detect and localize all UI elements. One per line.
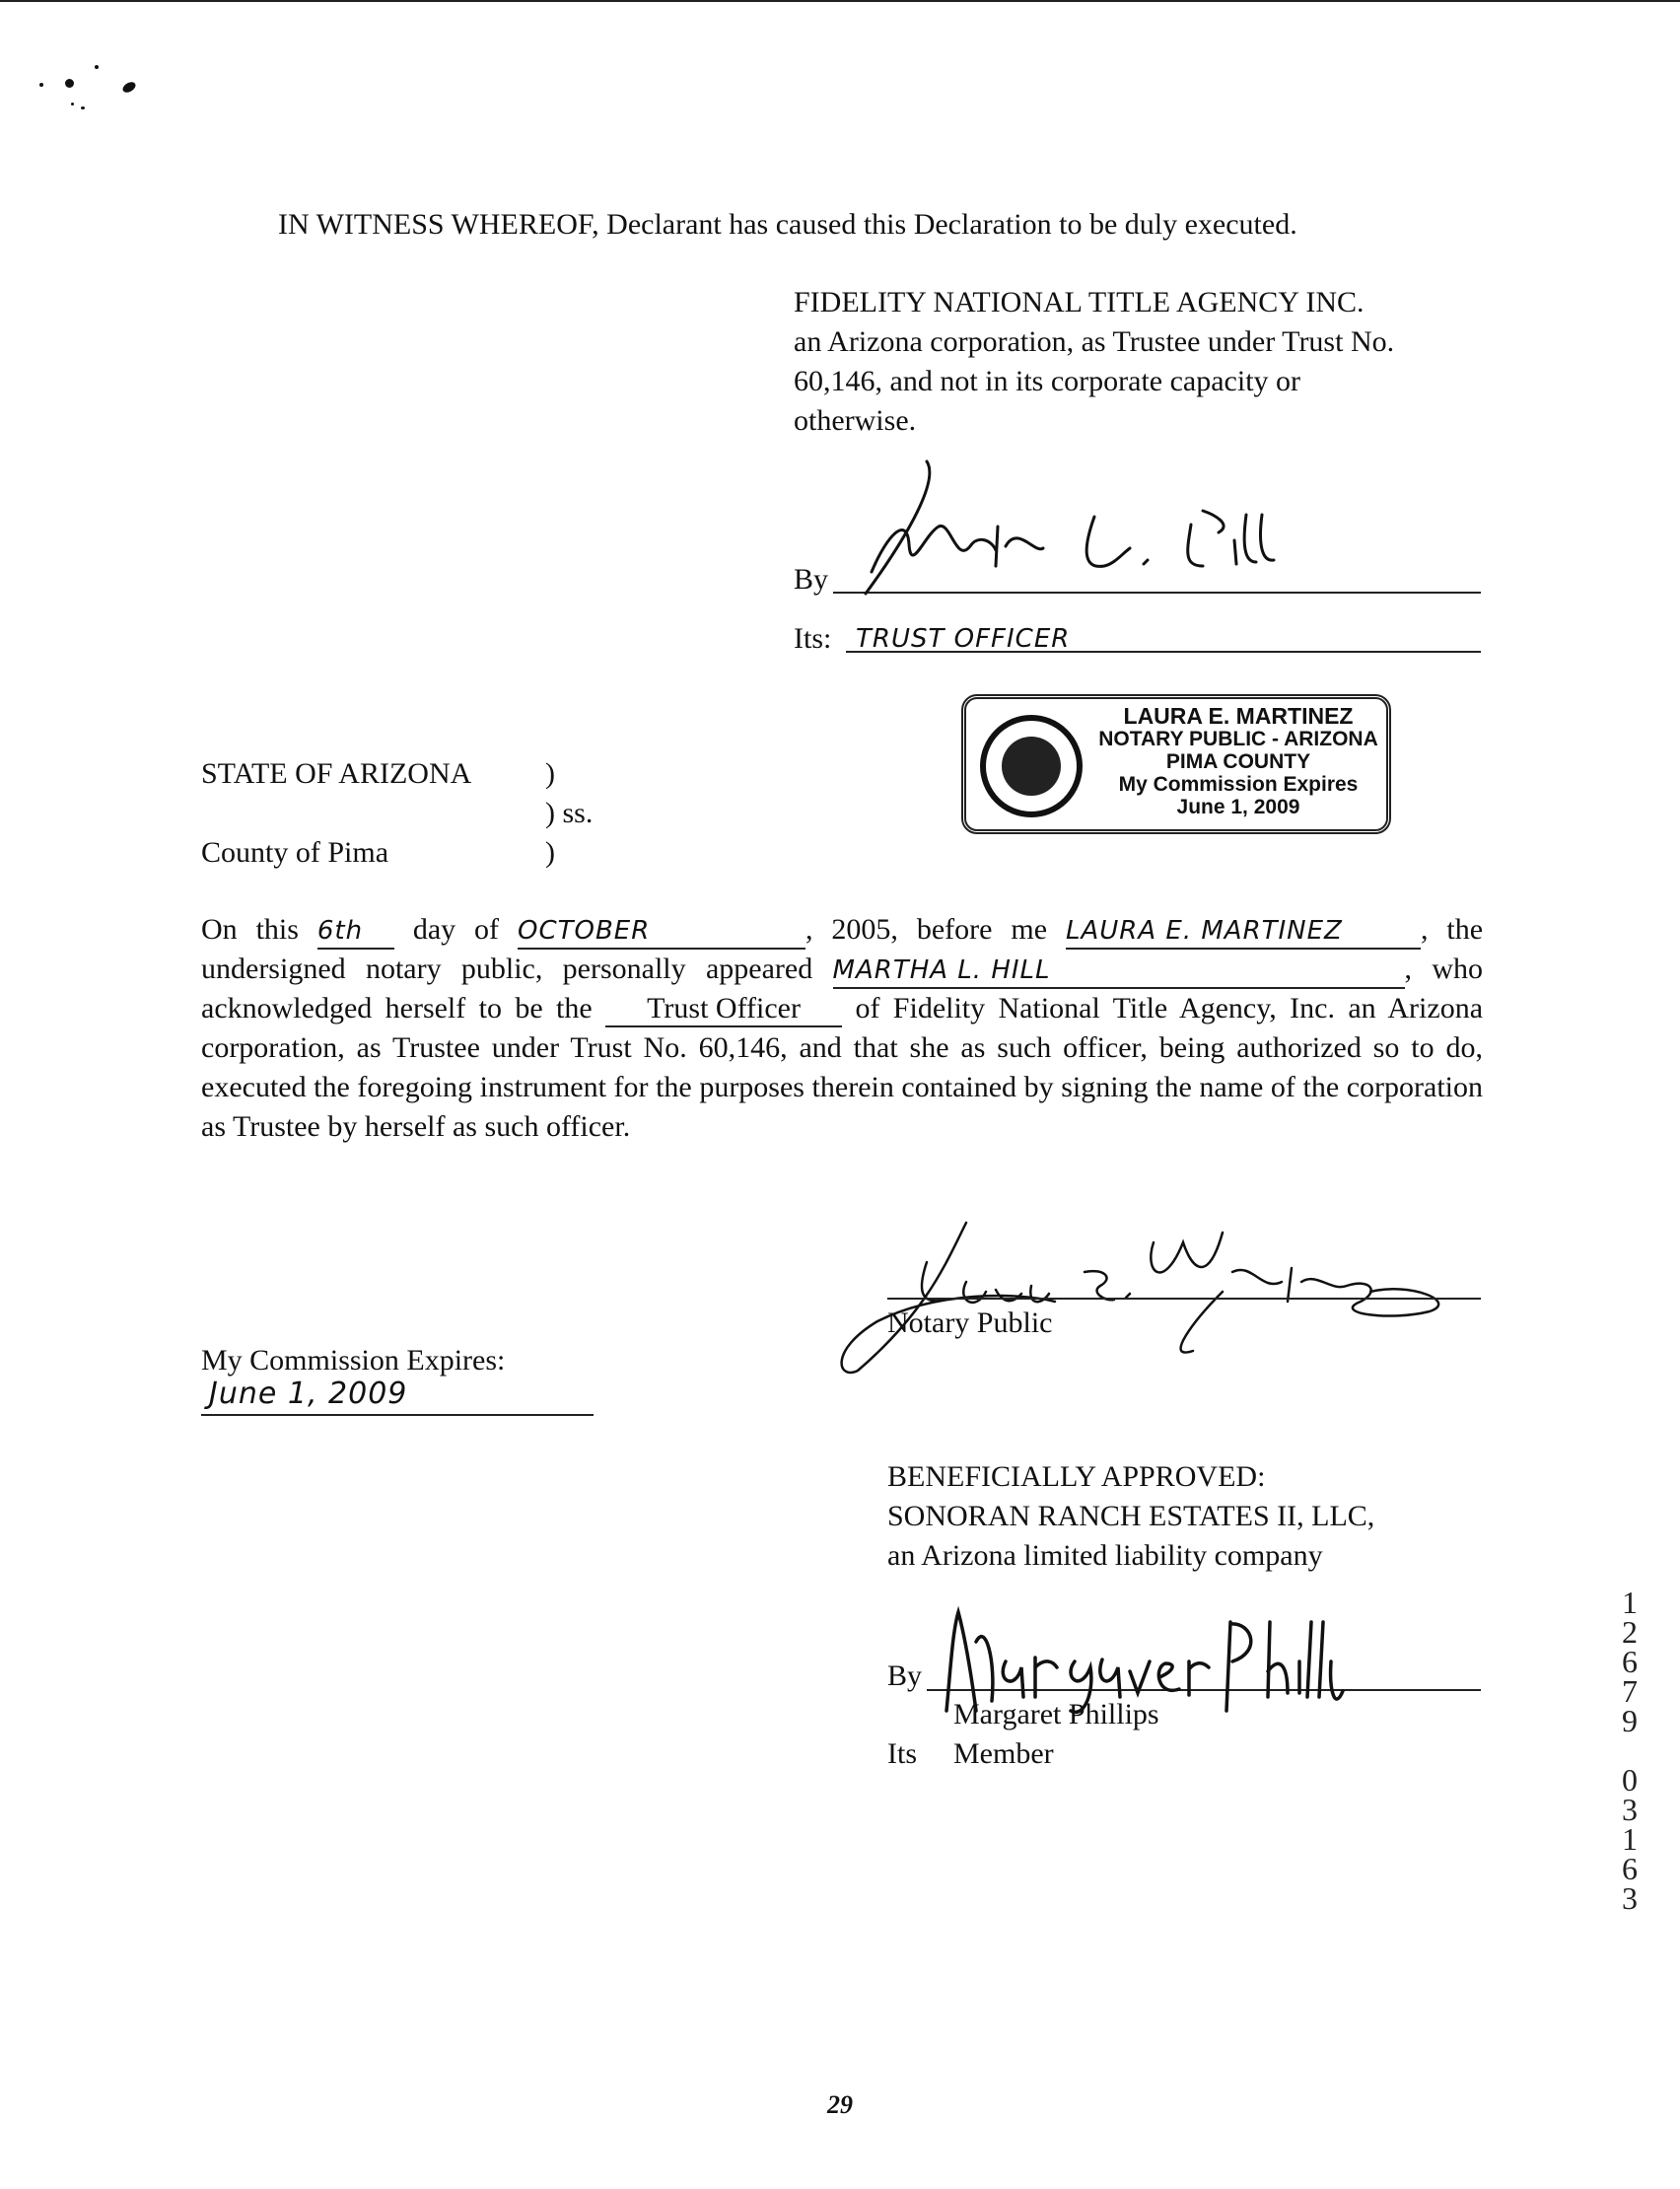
approval-its-label: Its: [887, 1737, 917, 1770]
ack-appeared-name: MARTHA L. HILL: [833, 953, 1405, 989]
ack-title: Trust Officer: [605, 992, 842, 1027]
approval-line-2: SONORAN RANCH ESTATES II, LLC,: [887, 1500, 1375, 1532]
trustee-signature: [848, 456, 1361, 603]
recording-number-char: 6: [1622, 1851, 1638, 1886]
recording-number-char: 3: [1622, 1880, 1638, 1916]
trustee-name: FIDELITY NATIONAL TITLE AGENCY INC.: [794, 286, 1365, 318]
state-seal-icon: [980, 715, 1083, 817]
recording-number-char: 6: [1622, 1644, 1638, 1679]
page-number: 29: [827, 2090, 853, 2119]
ack-notary-name: LAURA E. MARTINEZ: [1066, 914, 1421, 950]
venue-county: County of Pima: [201, 836, 389, 869]
venue-ss: ) ss.: [545, 797, 594, 829]
notary-public-label: Notary Public: [887, 1306, 1053, 1339]
recording-number-char: 1: [1622, 1821, 1638, 1857]
stamp-line-1: LAURA E. MARTINEZ: [1123, 703, 1354, 729]
trustee-by-label: By: [794, 563, 829, 596]
witness-line: IN WITNESS WHEREOF, Declarant has caused this Declaration to be duly executed.: [278, 208, 1297, 241]
recording-number-char: 7: [1622, 1673, 1638, 1709]
approval-by-label: By: [887, 1659, 923, 1692]
ack-text-5: , who acknowledged herself to be the: [201, 953, 1484, 1024]
ack-text-1: On this: [201, 913, 299, 946]
ack-text-2: day of: [412, 913, 500, 946]
ack-text-4: , the undersigned notary public, personally appeared: [201, 913, 1484, 985]
scan-edge-top: [0, 0, 1680, 2]
recording-number-char: 1: [1622, 1585, 1638, 1620]
approval-its-value: Member: [953, 1737, 1054, 1770]
commission-line: [201, 1414, 594, 1416]
ack-text-3: , 2005, before me: [805, 913, 1048, 946]
stamp-line-5: June 1, 2009: [1176, 796, 1300, 818]
notary-signature: [818, 1203, 1449, 1380]
venue-paren-2: ): [545, 836, 555, 869]
ack-text-6: of Fidelity National Title Agency, Inc. an Arizona corporation, as Trustee under Trust No. 60,146, and that she as such officer, being authorized so to do, executed the foregoing instrument for the purposes therein contained by signing the name of the corporation as Trustee by herself as such officer.: [201, 992, 1484, 1143]
trustee-line-2: an Arizona corporation, as Trustee under Trust No.: [794, 325, 1395, 358]
approval-line-1: BENEFICIALLY APPROVED:: [887, 1460, 1266, 1493]
trustee-line-3: 60,146, and not in its corporate capacity or: [794, 365, 1301, 397]
recording-number-char: [1617, 1735, 1643, 1765]
trustee-its-value: TRUST OFFICER: [856, 624, 1071, 654]
commission-label: My Commission Expires:: [201, 1344, 506, 1377]
trustee-line-4: otherwise.: [794, 404, 917, 437]
approval-printed-name: Margaret Phillips: [953, 1698, 1159, 1730]
commission-date: June 1, 2009: [209, 1377, 408, 1411]
trustee-its-label: Its:: [794, 622, 832, 655]
venue-paren-1: ): [545, 757, 555, 790]
notary-signature-line: [887, 1298, 1481, 1300]
venue-state: STATE OF ARIZONA: [201, 757, 472, 790]
stamp-line-4: My Commission Expires: [1118, 773, 1359, 796]
ack-month: OCTOBER: [518, 914, 805, 950]
approval-block: [887, 1457, 1479, 1576]
recording-number-char: 0: [1622, 1762, 1638, 1798]
recording-number-char: 9: [1622, 1703, 1638, 1738]
notary-stamp: [961, 694, 1391, 834]
acknowledgment-paragraph: [201, 910, 1483, 1147]
ack-day: 6th: [317, 914, 394, 950]
recording-number-char: 3: [1622, 1792, 1638, 1827]
recording-number: [1617, 1585, 1643, 1916]
trustee-block: [794, 283, 1484, 441]
stamp-line-3: PIMA COUNTY: [1165, 750, 1311, 773]
stamp-line-2: NOTARY PUBLIC - ARIZONA: [1098, 728, 1378, 750]
recording-number-char: 2: [1622, 1614, 1638, 1650]
approval-line-3: an Arizona limited liability company: [887, 1539, 1323, 1572]
notary-stamp-text: [1092, 705, 1384, 818]
